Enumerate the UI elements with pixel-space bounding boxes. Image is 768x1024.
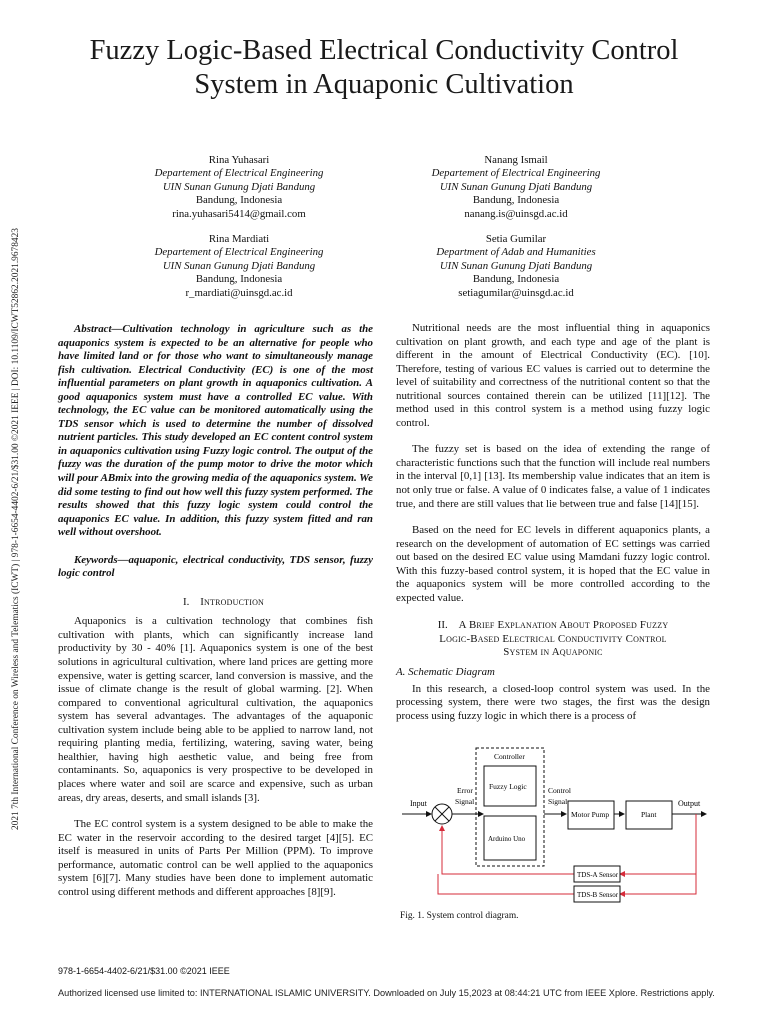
label-control: Control (548, 786, 571, 795)
label-output: Output (678, 799, 701, 808)
right-paragraph-4: In this research, a closed-loop control system was used. In the processing system, there were two stages, the first was the design process using fuzzy logic in which there is a process of (396, 682, 710, 722)
abstract (58, 323, 373, 540)
author-block-4 (386, 233, 646, 300)
author-block-1 (109, 154, 369, 221)
author-univ: UIN Sunan Gunung Djati Bandung (162, 180, 316, 193)
subsection-a-heading: A. Schematic Diagram (396, 666, 495, 679)
abstract-text: Cultivation technology in agriculture such as the aquaponics system is expected to be an alternative for people who have limited land or for those who want to simultaneously manage fish cultivation. Electrical Conductivity (EC) is one of the most influential parameters on plant growth in aquaponics cultivation. A good aquaponics system must have a controlled EC value. With technology, the EC value can be monitored automatically using the TDS sensor which is used to determine the number of dissolved nutrient particles. This study developed an EC content control system in aquaponics cultivation using Fuzzy logic control. The output of the fuzzy was the duration of the pump motor to drive the motor which will pour ABmix into the growing media of the aquaponics system. We did some testing to find out how well this fuzzy system performed. The results showed that this fuzzy logic system could control the aquaponics EC value. In addition, this fuzzy system fitted and ran well without overshoot. (58, 323, 373, 539)
author-block-2 (386, 154, 646, 221)
label-controller: Controller (494, 752, 525, 761)
right-paragraph-3: Based on the need for EC levels in different aquaponics plants, a research on the development of automation of EC settings was carried out based on the desired EC value using Mamdani fuzzy logic control. With this fuzzy-based control system, it is hoped that the EC value in the aquaponics system will be more controlled according to the expected value. (396, 524, 710, 604)
author-name: Rina Yuhasari (208, 154, 270, 166)
left-column (58, 323, 373, 899)
author-name: Nanang Ismail (484, 154, 548, 166)
label-error: Error (457, 786, 473, 795)
label-plant: Plant (641, 810, 657, 819)
author-dept: Departement of Electrical Engineering (154, 246, 324, 259)
section-2-line-2: Logic-Based Electrical Conductivity Control (439, 632, 667, 645)
abstract-lead: Abstract— (74, 323, 123, 335)
footer-copyright: 978-1-6654-4402-6/21/$31.00 ©2021 IEEE (58, 966, 230, 976)
author-name: Rina Mardiati (208, 233, 270, 245)
author-dept: Departement of Electrical Engineering (431, 167, 601, 180)
author-univ: UIN Sunan Gunung Djati Bandung (439, 180, 593, 193)
author-name: Setia Gumilar (485, 233, 547, 245)
summing-junction (432, 804, 452, 824)
section-2-line-1: A Brief Explanation About Proposed Fuzzy (458, 619, 669, 632)
author-email: nanang.is@uinsgd.ac.id (464, 207, 568, 220)
intro-paragraph-1: Aquaponics is a cultivation technology that combines fish cultivation with plants, which can significantly increase land productivity by 30 - 40% [1]. Aquaponics system is one of the best solutions in agricultural cultivation, where land prices are getting more expensive, water is getting scarcer, land conversion is massive, and the issue of climate change is the result of global warming. [2]. When compared to conventional agricultural cultivation, the aquaponics system has several advantages. The advantages of the aquaponic cultivation system include being able to be applied to narrow land, not requiring planting media, fertilizing, watering, saving water, being healthier, having high aesthetic value, and being free from contaminants. So, aquaponics is very prospective to be developed in places where water and soil are scarce and expensive, such as urban areas, dry areas, deserts, and small islands [3]. (58, 615, 373, 804)
author-univ: UIN Sunan Gunung Djati Bandung (439, 259, 593, 272)
label-error-signal: Signal (455, 797, 475, 806)
author-dept: Departement of Electrical Engineering (154, 167, 324, 180)
label-fuzzy-logic: Fuzzy Logic (489, 782, 527, 791)
label-input: Input (410, 799, 427, 808)
paper-title (40, 34, 728, 102)
author-block-3 (109, 233, 369, 300)
right-paragraph-2: The fuzzy set is based on the idea of extending the range of characteristic functions such that the function will include real numbers in the interval [0,1] [13]. Its membership value indicates that an item is not only true or false. A value of 0 indicates false, a value of 1 indicates true, and there are still values that lie between true and false [14][15]. (396, 443, 710, 510)
section-2-number: II. (437, 619, 448, 632)
author-dept: Department of Adab and Humanities (436, 246, 596, 259)
section-1-number: I. (182, 595, 190, 608)
label-tds-a: TDS-A Sensor (577, 871, 619, 879)
section-1-heading (58, 596, 373, 610)
intro-paragraph-2: The EC control system is a system designed to be able to make the EC water in the reservoir according to the desired target [4][5]. EC itself is measured in units of Parts Per Million (PPM). To improve performance, automatic control can be well applied to the aquaponics system [6][7]. Many studies have been done to implement automatic control using different methods and different approaches [8][9]. (58, 818, 373, 898)
label-arduino: Arduino Uno (488, 835, 526, 843)
label-control-signal: Signal (548, 797, 568, 806)
author-email: setiagumilar@uinsgd.ac.id (458, 286, 574, 299)
system-control-diagram (398, 742, 710, 908)
author-city: Bandung, Indonesia (472, 194, 560, 207)
author-univ: UIN Sunan Gunung Djati Bandung (162, 259, 316, 272)
keywords: Keywords—aquaponic, electrical conductivity, TDS sensor, fuzzy logic control (58, 553, 373, 580)
author-email: rina.yuhasari5414@gmail.com (172, 207, 306, 220)
figure-caption: Fig. 1. System control diagram. (400, 911, 519, 921)
right-paragraph-1: Nutritional needs are the most influential thing in aquaponics cultivation on plant growth, and each type and age of the plant is different in the amount of Electrical Conductivity (EC). [10]. Therefore, testing of various EC values is carried out to determine the level of suitability and correctness of the nutritional content so that the nutritional sources contained therein can be utilized [11][12]. The method used in this control system is a method using fuzzy logic control. (396, 322, 710, 429)
author-city: Bandung, Indonesia (195, 194, 283, 207)
author-email: r_mardiati@uinsgd.ac.id (185, 286, 293, 299)
label-tds-b: TDS-B Sensor (577, 891, 619, 899)
right-column (396, 322, 710, 723)
author-city: Bandung, Indonesia (472, 273, 560, 286)
section-2-heading (396, 619, 710, 660)
section-2-line-3: System in Aquaponic (503, 646, 603, 659)
section-1-title: Introduction (200, 595, 265, 608)
footer-authorized-use: Authorized licensed use limited to: INTERNATIONAL ISLAMIC UNIVERSITY. Downloaded on July 15,2023 at 08:44:21 UTC from IEEE Xplore. Restrictions apply. (58, 988, 715, 998)
sidebar-doi-strip: 2021 7th International Conference on Wireless and Telematics (ICWT) | 978-1-6654-4402-6/21/$31.00 ©2021 IEEE | DOI: 10.1109/ICWT52862.2021.9678423 (11, 228, 21, 830)
author-city: Bandung, Indonesia (195, 273, 283, 286)
title-line-1: Fuzzy Logic-Based Electrical Conductivity Control (89, 35, 679, 66)
label-motor-pump: Motor Pump (571, 810, 610, 819)
title-line-2: System in Aquaponic Cultivation (194, 69, 574, 100)
